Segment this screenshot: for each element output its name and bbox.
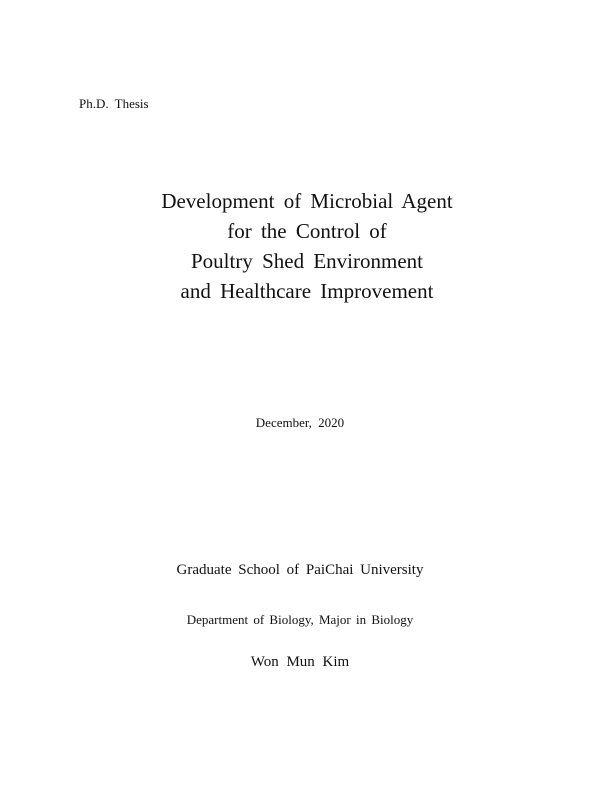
title-line-4: and Healthcare Improvement [180, 279, 434, 303]
title-line-3: Poultry Shed Environment [191, 249, 423, 273]
degree-label: Ph.D. Thesis [79, 96, 149, 111]
title-line-2: for the Control of [227, 219, 387, 243]
department-major: Department of Biology, Major in Biology [186, 612, 414, 627]
graduate-school: Graduate School of PaiChai University [176, 562, 424, 578]
thesis-title [0, 186, 596, 306]
author-name: Won Mun Kim [250, 654, 350, 670]
submission-date: December, 2020 [255, 415, 345, 430]
title-line-1: Development of Microbial Agent [161, 189, 453, 213]
